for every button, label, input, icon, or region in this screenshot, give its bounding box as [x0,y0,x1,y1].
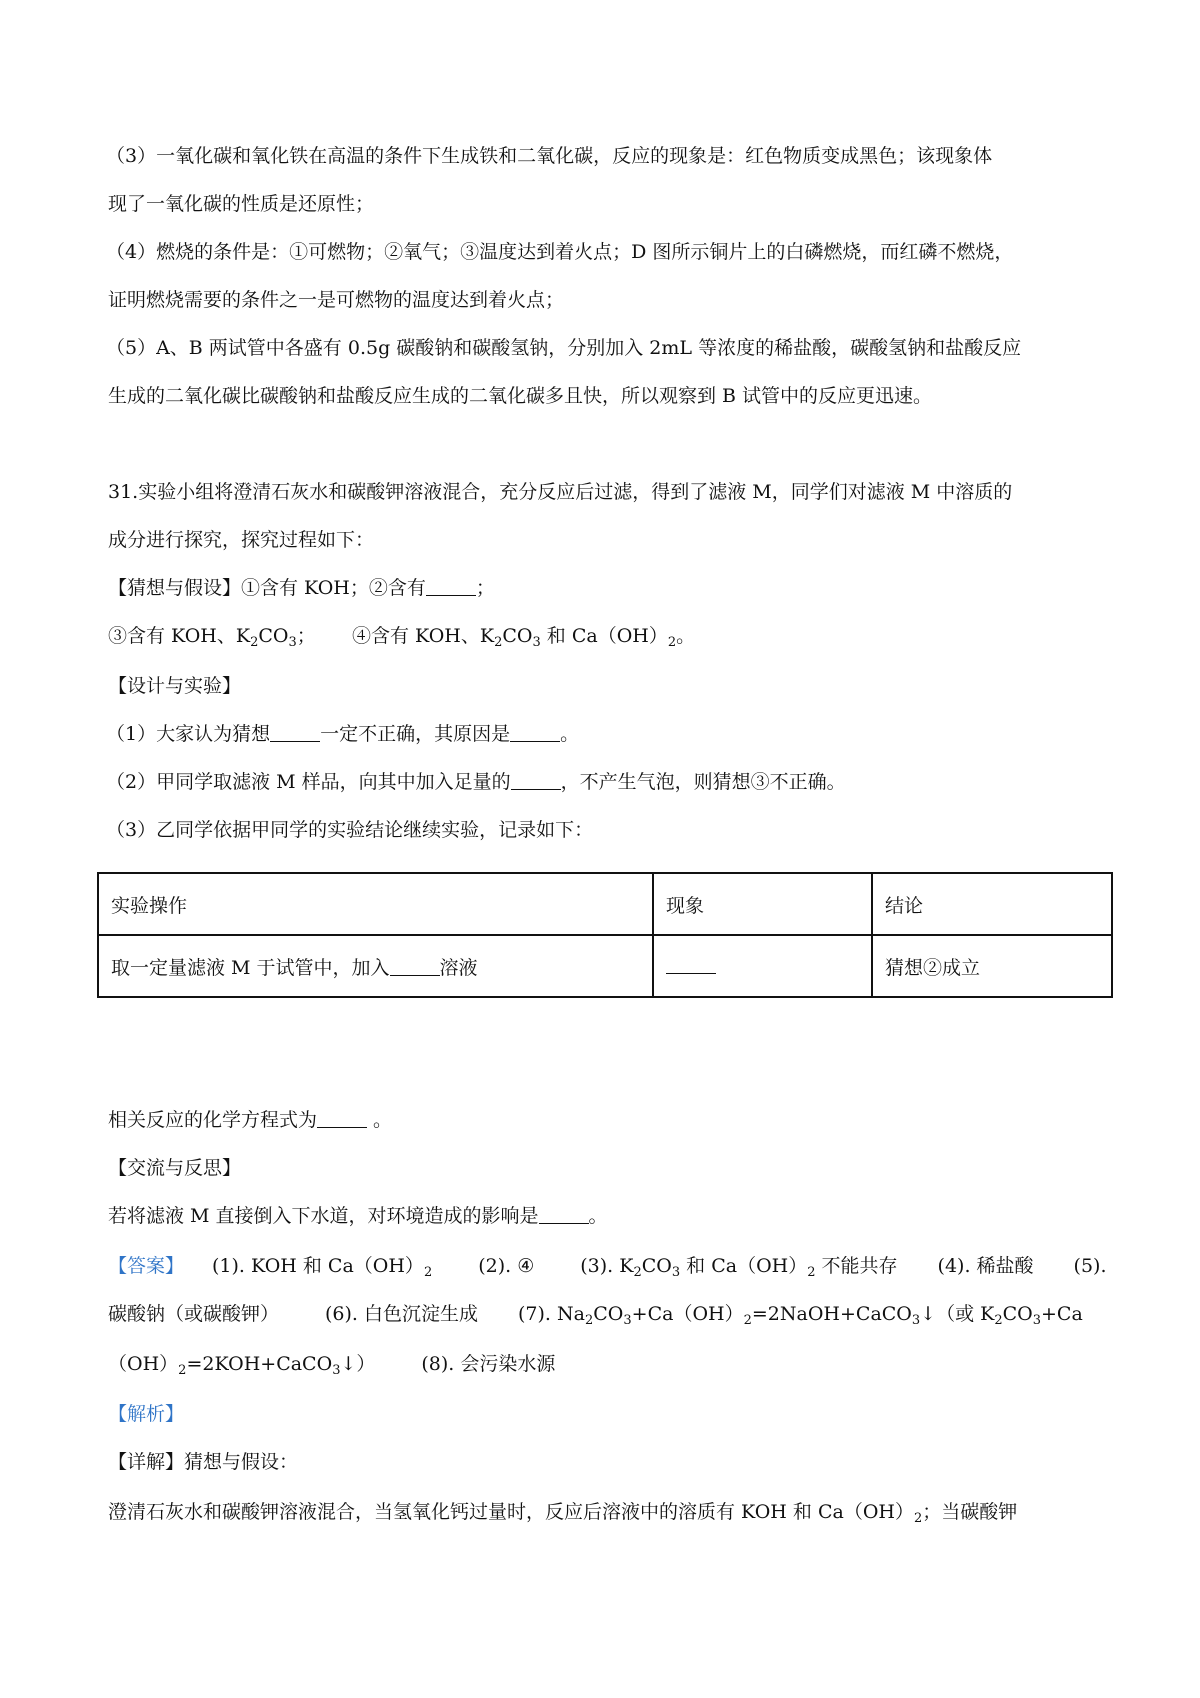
q31-stem-line2: 成分进行探究，探究过程如下： [108,529,375,551]
table-header-phenomenon: 现象 [653,873,872,935]
answer-blank [317,1109,367,1128]
answer-3-part: 和 Ca（OH） [680,1255,808,1277]
analysis-p4-line2: 证明燃烧需要的条件之一是可燃物的温度达到着火点； [108,289,565,311]
answer-blank [666,955,716,974]
answer-7-part: CO [1002,1303,1033,1325]
hypothesis-line1 [108,576,495,600]
step-text: （1）大家认为猜想 [106,723,271,745]
subscript: 2 [423,1265,433,1280]
answer-7-part: ↓） [340,1353,376,1375]
table-header-row [98,873,1112,935]
step1-line [106,722,579,746]
answer-3-part: CO [641,1255,672,1277]
subscript: 2 [743,1313,752,1328]
answer-5: 碳酸钠（或碳酸钾） [108,1303,280,1325]
hypothesis-line2 [108,624,695,648]
step-text: ，不产生气泡，则猜想③不正确。 [560,771,846,793]
answer-7-part: （OH） [108,1353,179,1375]
step2-line [106,770,846,794]
answer-3: (3). K [580,1255,634,1277]
analysis-p3-line1: （3）一氧化碳和氧化铁在高温的条件下生成铁和二氧化碳，反应的现象是：红色物质变成黑色；该现象体 [106,145,993,167]
subscript: 2 [913,1511,923,1526]
answer-blank [511,771,561,790]
table-row [98,935,1112,997]
answer-label: 【答案】 [108,1255,185,1277]
hyp-text: CO [502,625,533,647]
table-cell-operation [98,935,653,997]
subscript: 3 [532,635,541,650]
step-text: 。 [560,723,580,745]
detail-line1 [108,1500,1017,1524]
subscript: 2 [494,635,503,650]
answer-2: (2). ④ [478,1255,535,1277]
subscript: 2 [994,1313,1003,1328]
answer-line3 [108,1352,555,1376]
answer-7-part: +Ca（OH） [631,1303,744,1325]
answer-5-number: (5). [1073,1255,1107,1277]
cell-text: 溶液 [439,956,478,979]
subscript: 2 [178,1363,187,1378]
answer-blank [270,723,320,742]
answer-7: (7). Na [518,1303,585,1325]
answer-7-part: +Ca [1041,1303,1083,1325]
subscript: 3 [288,635,297,650]
hyp-text: 和 Ca（OH） [540,625,668,647]
answer-3-part: 不能共存 [815,1255,898,1277]
analysis-p5-line2: 生成的二氧化碳比碳酸钠和盐酸反应生成的二氧化碳多且快，所以观察到 B 试管中的反应更迅速。 [108,385,933,407]
reflection-heading: 【交流与反思】 [108,1157,242,1179]
experiment-table [97,872,1113,998]
answer-line2 [108,1302,1083,1326]
answer-7-part: =2KOH+CaCO [186,1353,333,1375]
subscript: 3 [332,1363,341,1378]
answer-7-part: =2NaOH+CaCO [751,1303,912,1325]
subscript: 3 [671,1265,681,1280]
hypothesis-text: 【猜想与假设】①含有 KOH；②含有 [108,577,426,599]
analysis-p5-line1: （5）A、B 两试管中各盛有 0.5g 碳酸钠和碳酸氢钠，分别加入 2mL 等浓度的稀盐酸，碳酸氢钠和盐酸反应 [106,337,1022,359]
step-text: 一定不正确，其原因是 [320,723,511,745]
hyp-text: ③含有 KOH、K [108,625,251,647]
answer-line1 [108,1254,1107,1278]
analysis-p3-line2: 现了一氧化碳的性质是还原性； [108,193,375,215]
answer-blank [510,723,560,742]
answer-7-part: ↓（或 K [920,1303,995,1325]
detail-text: 澄清石灰水和碳酸钾溶液混合，当氢氧化钙过量时，反应后溶液中的溶质有 KOH 和 Ca（OH） [108,1501,914,1523]
eq-text: 。 [367,1109,393,1131]
table-header-operation: 实验操作 [98,873,653,935]
step3-line: （3）乙同学依据甲同学的实验结论继续实验，记录如下： [106,819,594,841]
answer-6: (6). 白色沉淀生成 [325,1303,479,1325]
subscript: 2 [584,1313,594,1328]
subscript: 3 [623,1313,632,1328]
answer-blank [390,957,440,976]
subscript: 3 [911,1313,921,1328]
analysis-p4-line1: （4）燃烧的条件是：①可燃物；②氧气；③温度达到着火点；D 图所示铜片上的白磷燃烧，而红磷不燃烧， [106,241,1014,263]
subscript: 2 [633,1265,642,1280]
answer-7-part: CO [593,1303,624,1325]
hyp-text: CO [258,625,289,647]
hyp-text: ； ④含有 KOH、K [296,625,495,647]
answer-1: (1). KOH 和 Ca（OH） [212,1255,424,1277]
step-text: （2）甲同学取滤液 M 样品，向其中加入足量的 [106,771,511,793]
subscript: 2 [250,635,259,650]
detail-text: ；当碳酸钾 [922,1501,1018,1523]
table-header-conclusion: 结论 [872,873,1112,935]
design-heading: 【设计与实验】 [108,675,242,697]
table-cell-conclusion: 猜想②成立 [872,935,1112,997]
q31-stem-line1: 31.实验小组将澄清石灰水和碳酸钾溶液混合，充分反应后过滤，得到了滤液 M，同学们对滤液 M 中溶质的 [108,481,1013,503]
cell-text: 取一定量滤液 M 于试管中，加入 [111,956,390,979]
reflect-text: 若将滤液 M 直接倒入下水道，对环境造成的影响是 [108,1205,539,1227]
answer-4: (4). 稀盐酸 [937,1255,1034,1277]
answer-blank [426,577,476,596]
detail-heading: 【详解】猜想与假设： [108,1451,299,1473]
subscript: 2 [667,635,677,650]
subscript: 3 [1032,1313,1042,1328]
analysis-label: 【解析】 [108,1403,185,1425]
answer-8: (8). 会污染水源 [421,1353,556,1375]
eq-text: 相关反应的化学方程式为 [108,1109,318,1131]
equation-line [108,1108,392,1132]
reflect-text: 。 [588,1205,608,1227]
subscript: 2 [807,1265,816,1280]
reflection-line [108,1204,608,1228]
hypothesis-end: ； [475,577,495,599]
answer-blank [539,1205,589,1224]
hyp-text: 。 [676,625,696,647]
table-cell-phenomenon [653,935,872,997]
